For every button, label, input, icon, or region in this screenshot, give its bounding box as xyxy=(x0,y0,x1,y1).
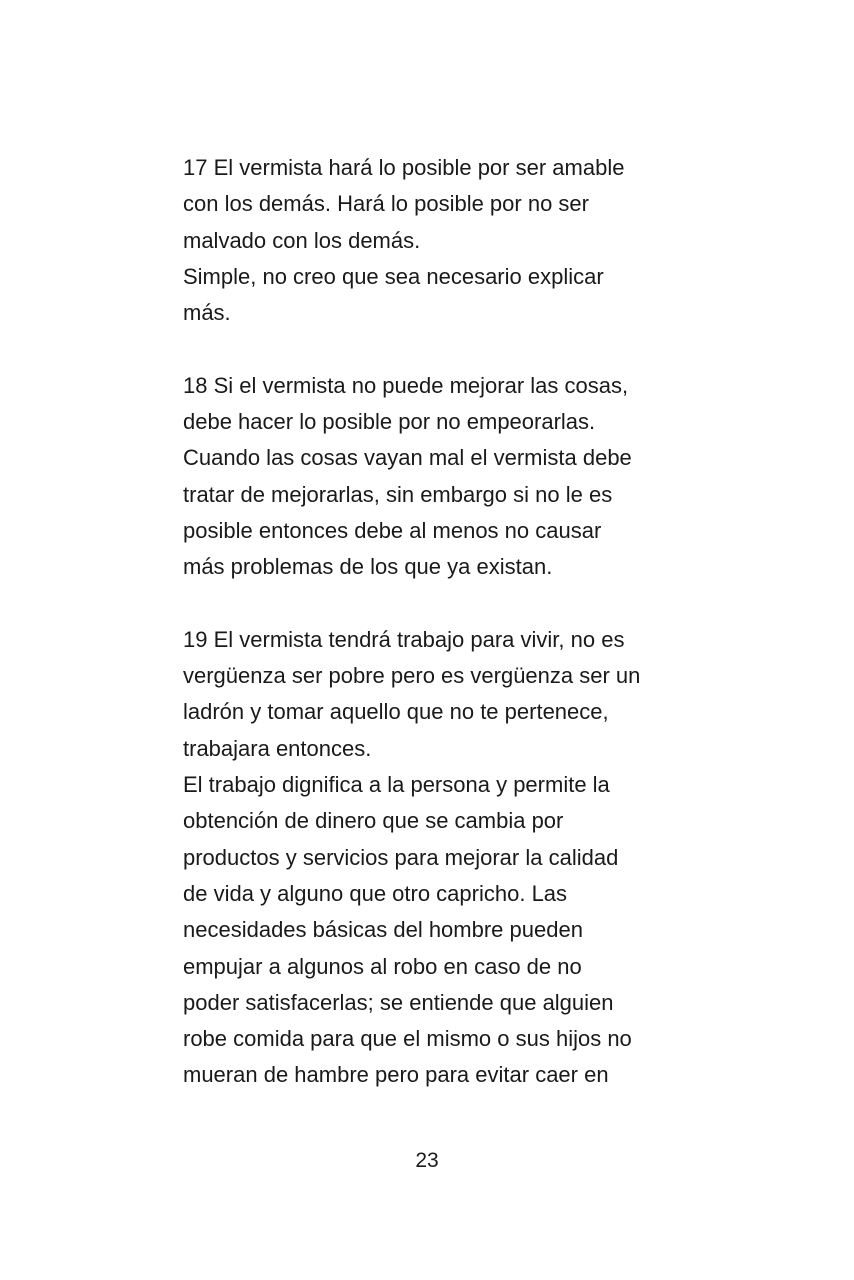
text-line: más. xyxy=(183,300,231,326)
text-line: tratar de mejorarlas, sin embargo si no le es xyxy=(183,481,613,507)
text-line: vergüenza ser pobre pero es vergüenza ser un xyxy=(183,663,641,689)
body-text xyxy=(183,150,683,1094)
text-line: 18 Si el vermista no puede mejorar las cosas, xyxy=(183,372,629,398)
text-line: El trabajo dignifica a la persona y permite la xyxy=(183,772,610,798)
text-line: más problemas de los que ya existan. xyxy=(183,554,553,580)
text-line: 19 El vermista tendrá trabajo para vivir, no es xyxy=(183,626,625,652)
text-line: de vida y alguno que otro capricho. Las xyxy=(183,880,568,906)
text-line: ladrón y tomar aquello que no te pertenece, xyxy=(183,699,609,725)
text-line: necesidades básicas del hombre pueden xyxy=(183,917,583,943)
page-number: 23 xyxy=(415,1149,439,1172)
text-line: empujar a algunos al robo en caso de no xyxy=(183,953,582,979)
text-line: trabajara entonces. xyxy=(183,735,372,761)
text-line: robe comida para que el mismo o sus hijos no xyxy=(183,1026,632,1052)
text-line: poder satisfacerlas; se entiende que alguien xyxy=(183,989,614,1015)
text-line: mueran de hambre pero para evitar caer en xyxy=(183,1062,609,1088)
text-line: debe hacer lo posible por no empeorarlas. xyxy=(183,409,596,435)
text-line: Simple, no creo que sea necesario explicar xyxy=(183,263,604,289)
paragraph-gap xyxy=(183,586,683,622)
text-line: productos y servicios para mejorar la calidad xyxy=(183,844,619,870)
text-line: posible entonces debe al menos no causar xyxy=(183,517,602,543)
text-line: 17 El vermista hará lo posible por ser amable xyxy=(183,155,625,180)
text-line: Cuando las cosas vayan mal el vermista debe xyxy=(183,445,632,471)
text-line: obtención de dinero que se cambia por xyxy=(183,808,564,834)
paragraph-gap xyxy=(183,331,683,367)
text-line: con los demás. Hará lo posible por no ser xyxy=(183,191,589,217)
text-line: malvado con los demás. xyxy=(183,227,421,253)
